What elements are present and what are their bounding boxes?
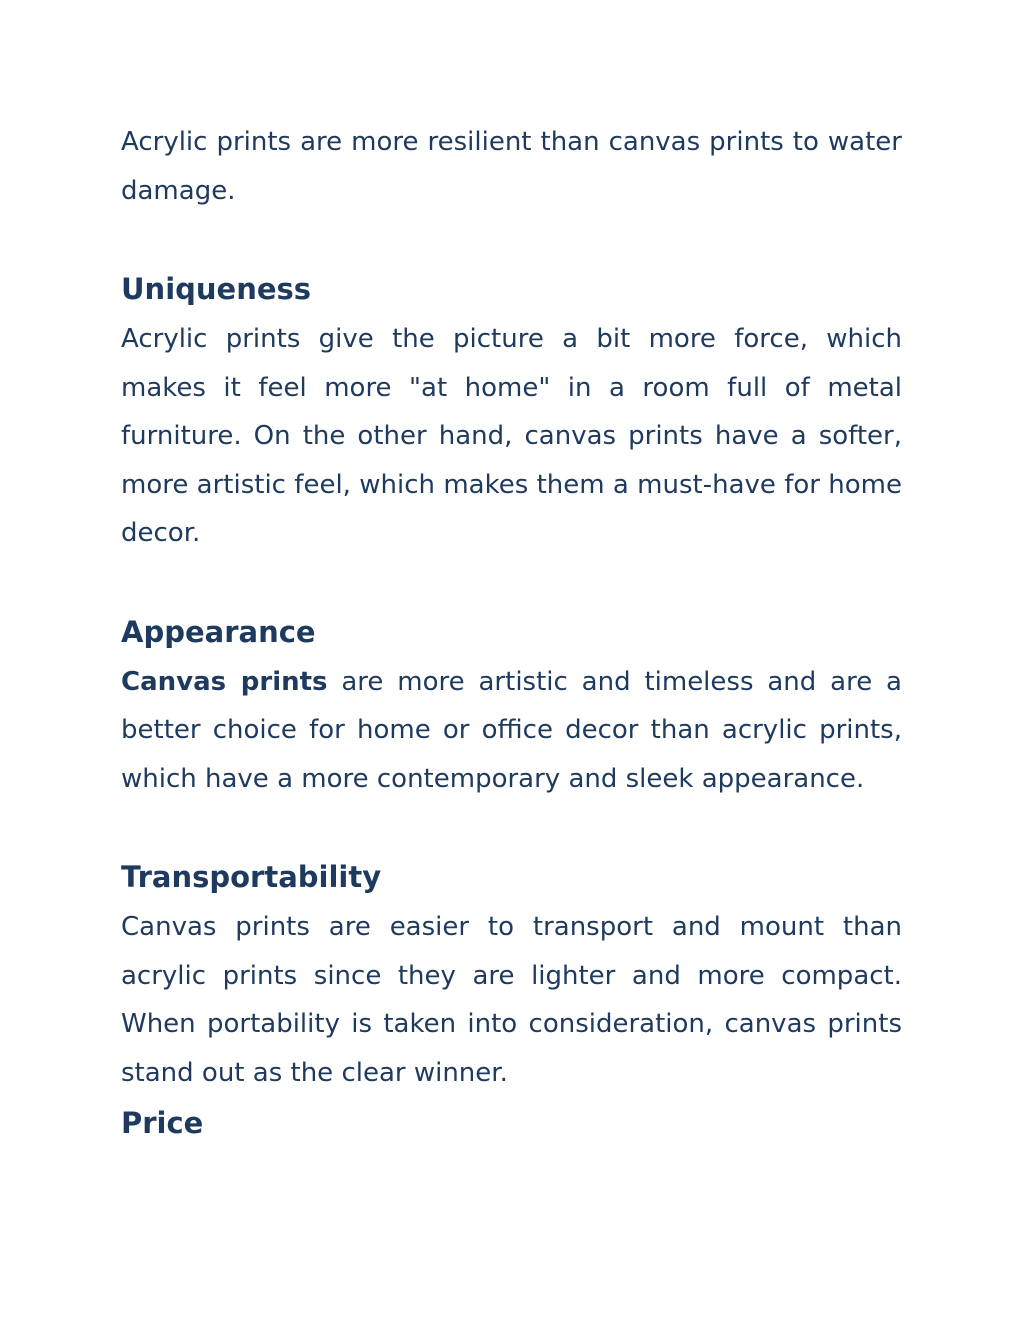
heading-appearance: Appearance [121,614,316,649]
intro-paragraph: Acrylic prints are more resilient than canvas prints to water damage. [121,127,902,206]
heading-transportability: Transportability [121,860,382,894]
transportability-paragraph: Canvas prints are easier to transport and mount than acrylic prints since they are lighter and more compact. When portability is taken into consideration, canvas prints stand out as the clear winner. [121,912,902,1088]
spacer [121,558,902,606]
spacer [121,215,902,263]
appearance-paragraph [121,658,902,804]
canvas-prints-bold-lead: Canvas prints [121,666,328,697]
uniqueness-paragraph: Acrylic prints give the picture a bit more force, which makes it feel more "at home" in a room full of metal furniture. On the other hand, canvas prints have a softer, more artistic feel, which makes them a must-have for home decor. [121,324,902,548]
heading-uniqueness: Uniqueness [121,272,312,306]
document-content [121,118,902,1149]
appearance-body-text: are more artistic and timeless and are a better choice for home or office decor than acrylic prints, which have a more contemporary and sleek appearance. [121,666,902,794]
heading-price: Price [121,1106,204,1140]
spacer [121,803,902,851]
